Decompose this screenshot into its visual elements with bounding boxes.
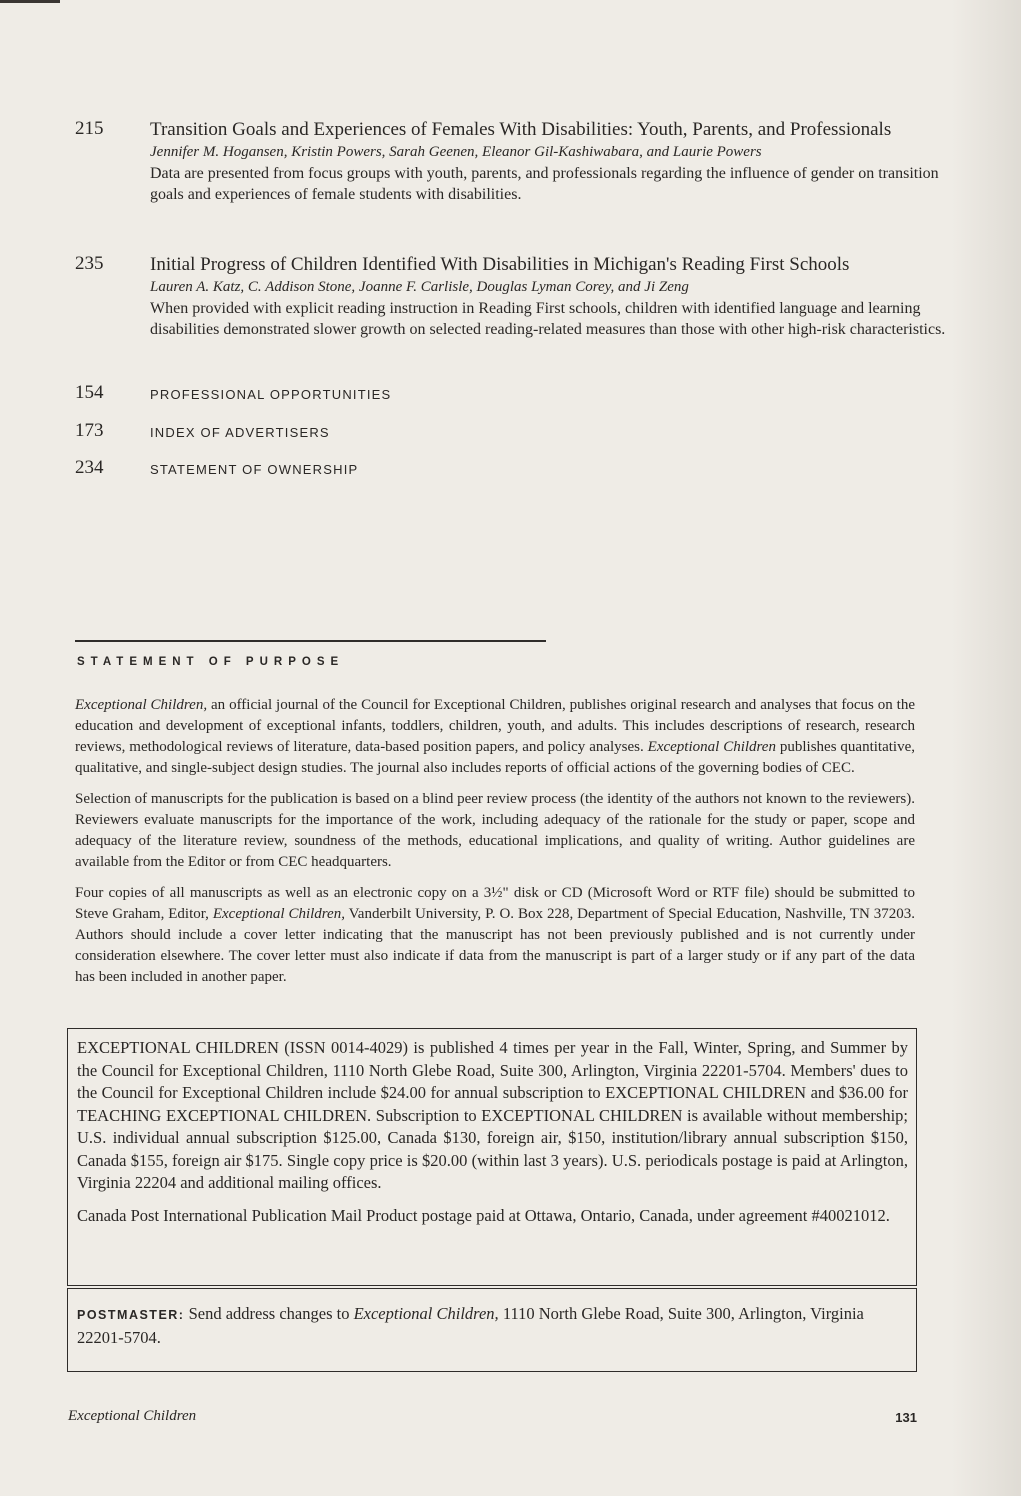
postmaster-box	[67, 1288, 917, 1372]
purpose-paragraph	[75, 695, 915, 779]
statement-of-purpose-heading: STATEMENT OF PURPOSE	[77, 656, 345, 668]
page-edge-shadow	[951, 0, 1021, 1496]
journal-name: Exceptional Children	[647, 739, 776, 755]
toc-department	[75, 457, 675, 487]
publication-info-box	[67, 1028, 917, 1286]
submission-text: Four copies of all manuscripts as well as an electronic copy on a 3½" disk or CD (Microsoft Word or RTF file) should be submitted to Steve Graham, Editor,	[75, 885, 915, 922]
department-label: STATEMENT OF OWNERSHIP	[150, 462, 359, 477]
article-page-number: 235	[75, 253, 104, 274]
article-abstract: When provided with explicit reading instruction in Reading First schools, children with identified language and learning disabilities demonstrated slower growth on selected reading-related measures than those with other high-risk characteristics.	[150, 300, 946, 338]
toc-article	[75, 118, 970, 205]
footer-journal-name: Exceptional Children	[68, 1408, 197, 1424]
review-paragraph: Selection of manuscripts for the publication is based on a blind peer review process (the identity of the authors not known to the reviewers). Reviewers evaluate manuscripts for the importance of the work, including adequacy of the rationale for the study or paper, scope and adequacy of the literature review, soundness of the methods, educational implications, and quality of writing. Author guidelines are available from the Editor or from CEC headquarters.	[75, 791, 915, 870]
toc-department	[75, 382, 675, 412]
statement-of-purpose-body	[75, 695, 915, 998]
toc-department	[75, 420, 675, 450]
postmaster-text: Send address changes to	[184, 1304, 354, 1323]
department-page-number: 154	[75, 382, 104, 403]
article-authors: Lauren A. Katz, C. Addison Stone, Joanne F. Carlisle, Douglas Lyman Corey, and Ji Zeng	[150, 279, 689, 295]
submission-paragraph	[75, 883, 915, 988]
journal-name: Exceptional Children,	[75, 697, 208, 713]
journal-name: Exceptional Children,	[212, 906, 345, 922]
department-page-number: 173	[75, 420, 104, 441]
submission-text: Vanderbilt University, P. O. Box 228, Department of Special Education, Nashville, TN 37203. Authors should include a cover letter indicating that the manuscript has not been previously published and is not currently under consideration elsewhere. The cover letter must also indicate if data from the manuscript is part of a larger study or if any part of the data has been included in another paper.	[75, 906, 915, 985]
article-abstract: Data are presented from focus groups with youth, parents, and professionals regarding the influence of gender on transition goals and experiences of female students with disabilities.	[150, 165, 939, 203]
department-label: INDEX OF ADVERTISERS	[150, 425, 330, 440]
top-rule	[0, 0, 60, 3]
page-number: 131	[895, 1410, 917, 1425]
article-title: Initial Progress of Children Identified With Disabilities in Michigan's Reading First Schools	[150, 254, 850, 275]
article-title: Transition Goals and Experiences of Females With Disabilities: Youth, Parents, and Professionals	[150, 119, 892, 140]
postmaster-address: 1110 North Glebe Road, Suite 300, Arlington, Virginia 22201-5704.	[77, 1304, 864, 1347]
postmaster-label: POSTMASTER:	[77, 1308, 185, 1322]
department-label: PROFESSIONAL OPPORTUNITIES	[150, 387, 392, 402]
canada-post-paragraph: Canada Post International Publication Mail Product postage paid at Ottawa, Ontario, Canada, under agreement #40021012.	[77, 1205, 890, 1225]
toc-article	[75, 253, 980, 340]
publication-info-paragraph: EXCEPTIONAL CHILDREN (ISSN 0014-4029) is published 4 times per year in the Fall, Winter, Spring, and Summer by the Council for Exceptional Children, 1110 North Glebe Road, Suite 300, Arlington, Virginia 22201-5704. Members' dues to the Council for Exceptional Children include $24.00 for annual subscription to EXCEPTIONAL CHILDREN and $36.00 for TEACHING EXCEPTIONAL CHILDREN. Subscription to EXCEPTIONAL CHILDREN is available without membership; U.S. individual annual subscription $125.00, Canada $130, foreign air, $150, institution/library annual subscription $150, Canada $155, foreign air $175. Single copy price is $20.00 (within last 3 years). U.S. periodicals postage is paid at Arlington, Virginia 22204 and additional mailing offices.	[77, 1038, 908, 1192]
article-authors: Jennifer M. Hogansen, Kristin Powers, Sarah Geenen, Eleanor Gil-Kashiwabara, and Laurie Powers	[150, 144, 762, 160]
article-page-number: 215	[75, 118, 104, 139]
section-divider	[75, 640, 546, 642]
purpose-text: an official journal of the Council for Exceptional Children, publishes original research and analyses that focus on the education and development of exceptional infants, toddlers, children, youth, and adults. This includes descriptions of research, research reviews, methodological reviews of literature, data-based position papers, and policy analyses.	[75, 697, 916, 755]
journal-name: Exceptional Children,	[353, 1304, 499, 1323]
purpose-text: publishes quantitative, qualitative, and single-subject design studies. The journal also includes reports of official actions of the governing bodies of CEC.	[75, 739, 915, 776]
department-page-number: 234	[75, 457, 104, 478]
